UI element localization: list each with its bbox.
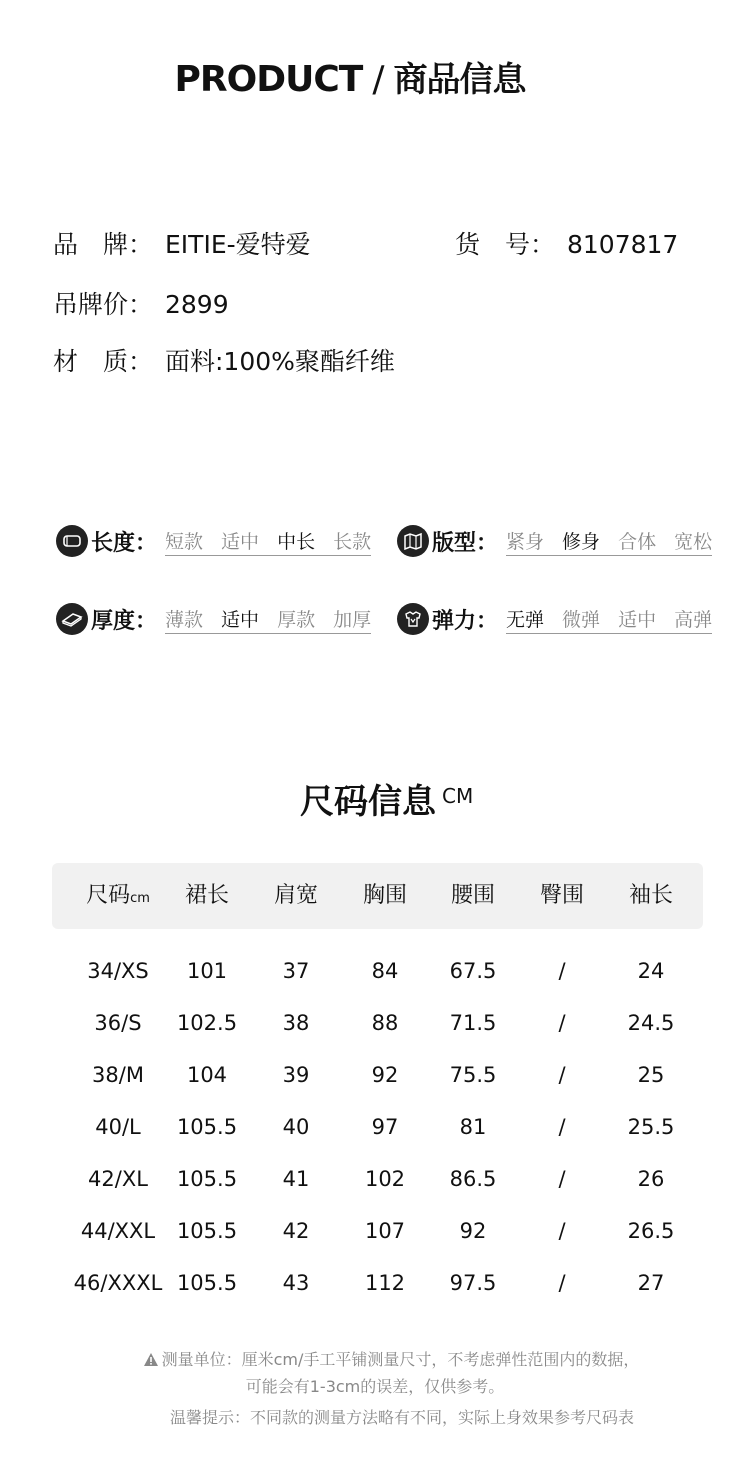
cell-dress-length: 104 <box>186 1063 228 1087</box>
cell-sleeve: 27 <box>637 1271 665 1295</box>
material-row <box>53 342 395 378</box>
fit-icon <box>397 525 429 557</box>
material-value: 面料:100%聚酯纤维 <box>165 347 395 376</box>
option-long: 长款 <box>333 530 372 553</box>
measure-note: 测量单位：厘米cm/手工平铺测量尺寸，不考虑弹性范围内的数据， <box>16 1347 750 1370</box>
size-title-text: 尺码信息 <box>300 782 436 822</box>
option-no-stretch: 无弹 <box>506 608 545 631</box>
option-midlong: 中长 <box>277 530 316 553</box>
header-hip: 臀围 <box>539 883 584 908</box>
cell-dress-length: 102.5 <box>176 1011 238 1035</box>
cell-shoulder: 37 <box>282 959 310 983</box>
option-thick: 厚款 <box>277 608 316 631</box>
measure-note-cont: 可能会有1-3cm的误差，仅供参考。 <box>245 1377 505 1396</box>
price-value: 2899 <box>165 290 229 319</box>
cell-dress-length: 105.5 <box>176 1219 238 1243</box>
length-icon <box>56 525 88 557</box>
attr-name: 版型： <box>432 530 499 556</box>
sku-row <box>455 225 678 261</box>
cell-shoulder: 38 <box>282 1011 310 1035</box>
cell-sleeve: 24.5 <box>627 1011 675 1035</box>
header-dress-length: 裙长 <box>184 883 229 908</box>
cell-hip: / <box>558 1219 566 1243</box>
table-row <box>52 945 703 997</box>
attr-options <box>165 605 371 634</box>
option-medium: 适中 <box>221 608 260 631</box>
cell-hip: / <box>558 959 566 983</box>
title-cn: 商品信息 <box>393 60 526 100</box>
option-medium: 适中 <box>221 530 260 553</box>
cell-size: 46/XXXL <box>73 1271 163 1295</box>
cell-bust: 88 <box>371 1011 399 1035</box>
cell-size: 44/XXL <box>80 1219 156 1243</box>
header-waist: 腰围 <box>450 883 495 908</box>
size-title-unit: CM <box>442 784 474 808</box>
cell-dress-length: 105.5 <box>176 1167 238 1191</box>
cell-waist: 71.5 <box>449 1011 497 1035</box>
table-row <box>52 1101 703 1153</box>
cell-waist: 81 <box>459 1115 487 1139</box>
cell-bust: 112 <box>364 1271 406 1295</box>
cell-bust: 92 <box>371 1063 399 1087</box>
header-sleeve: 袖长 <box>628 883 673 908</box>
cell-dress-length: 105.5 <box>176 1115 238 1139</box>
warning-icon <box>143 1352 159 1367</box>
cell-waist: 92 <box>459 1219 487 1243</box>
cell-hip: / <box>558 1115 566 1139</box>
cell-waist: 86.5 <box>449 1167 497 1191</box>
attr-fit <box>397 524 712 558</box>
material-label: 材 质： <box>53 347 154 376</box>
brand-label: 品 牌： <box>53 230 154 259</box>
cell-size: 42/XL <box>88 1167 148 1191</box>
cell-dress-length: 105.5 <box>176 1271 238 1295</box>
cell-shoulder: 39 <box>282 1063 310 1087</box>
option-slim: 修身 <box>562 530 601 553</box>
size-table-header <box>52 863 703 929</box>
cell-hip: / <box>558 1063 566 1087</box>
cell-hip: / <box>558 1011 566 1035</box>
brand-row <box>53 225 311 261</box>
attr-elasticity <box>397 602 712 636</box>
option-slight-stretch: 微弹 <box>562 608 601 631</box>
attr-length <box>56 524 371 558</box>
cell-shoulder: 41 <box>282 1167 310 1191</box>
page-title <box>0 52 700 101</box>
title-en: PRODUCT <box>174 59 363 100</box>
cell-dress-length: 101 <box>186 959 228 983</box>
option-regular: 合体 <box>618 530 657 553</box>
cell-waist: 97.5 <box>449 1271 497 1295</box>
cell-bust: 97 <box>371 1115 399 1139</box>
option-high-stretch: 高弹 <box>674 608 713 631</box>
table-row <box>52 997 703 1049</box>
cell-bust: 84 <box>371 959 399 983</box>
option-short: 短款 <box>165 530 204 553</box>
option-tight: 紧身 <box>506 530 545 553</box>
cell-shoulder: 40 <box>282 1115 310 1139</box>
cell-waist: 67.5 <box>449 959 497 983</box>
cell-sleeve: 26.5 <box>627 1219 675 1243</box>
cell-size: 36/S <box>94 1011 142 1035</box>
cell-size: 38/M <box>92 1063 144 1087</box>
title-separator: / <box>372 59 384 100</box>
table-row <box>52 1257 703 1309</box>
sku-label: 货 号： <box>455 230 556 259</box>
attr-options <box>165 527 371 556</box>
elasticity-icon <box>397 603 429 635</box>
option-medium-stretch: 适中 <box>618 608 657 631</box>
option-loose: 宽松 <box>674 530 713 553</box>
attr-options <box>506 527 712 556</box>
cell-sleeve: 26 <box>637 1167 665 1191</box>
cell-size: 40/L <box>95 1115 141 1139</box>
sku-value: 8107817 <box>567 230 679 259</box>
cell-bust: 102 <box>364 1167 406 1191</box>
thickness-icon <box>56 603 88 635</box>
cell-waist: 75.5 <box>449 1063 497 1087</box>
cell-sleeve: 25.5 <box>627 1115 675 1139</box>
cell-shoulder: 42 <box>282 1219 310 1243</box>
cell-shoulder: 43 <box>282 1271 310 1295</box>
option-extra-thick: 加厚 <box>333 608 372 631</box>
attr-name: 厚度： <box>91 608 158 634</box>
brand-value: EITIE-爱特爱 <box>165 230 311 259</box>
option-thin: 薄款 <box>165 608 204 631</box>
attr-thickness <box>56 602 371 636</box>
attr-name: 长度： <box>91 530 158 556</box>
cell-size: 34/XS <box>87 959 149 983</box>
cell-hip: / <box>558 1271 566 1295</box>
attr-options <box>506 605 712 634</box>
header-bust: 胸围 <box>362 883 407 908</box>
table-row <box>52 1049 703 1101</box>
cell-bust: 107 <box>364 1219 406 1243</box>
tip-note: 温馨提示：不同款的测量方法略有不同，实际上身效果参考尺码表 <box>169 1408 634 1427</box>
price-label: 吊牌价： <box>53 290 154 319</box>
table-row <box>52 1153 703 1205</box>
cell-sleeve: 24 <box>637 959 665 983</box>
cell-sleeve: 25 <box>637 1063 665 1087</box>
header-shoulder: 肩宽 <box>273 883 318 908</box>
table-row <box>52 1205 703 1257</box>
cell-hip: / <box>558 1167 566 1191</box>
size-section-title <box>300 774 473 823</box>
price-row <box>53 285 229 321</box>
attr-name: 弹力： <box>432 608 499 634</box>
header-size: 尺码cm <box>86 883 150 908</box>
